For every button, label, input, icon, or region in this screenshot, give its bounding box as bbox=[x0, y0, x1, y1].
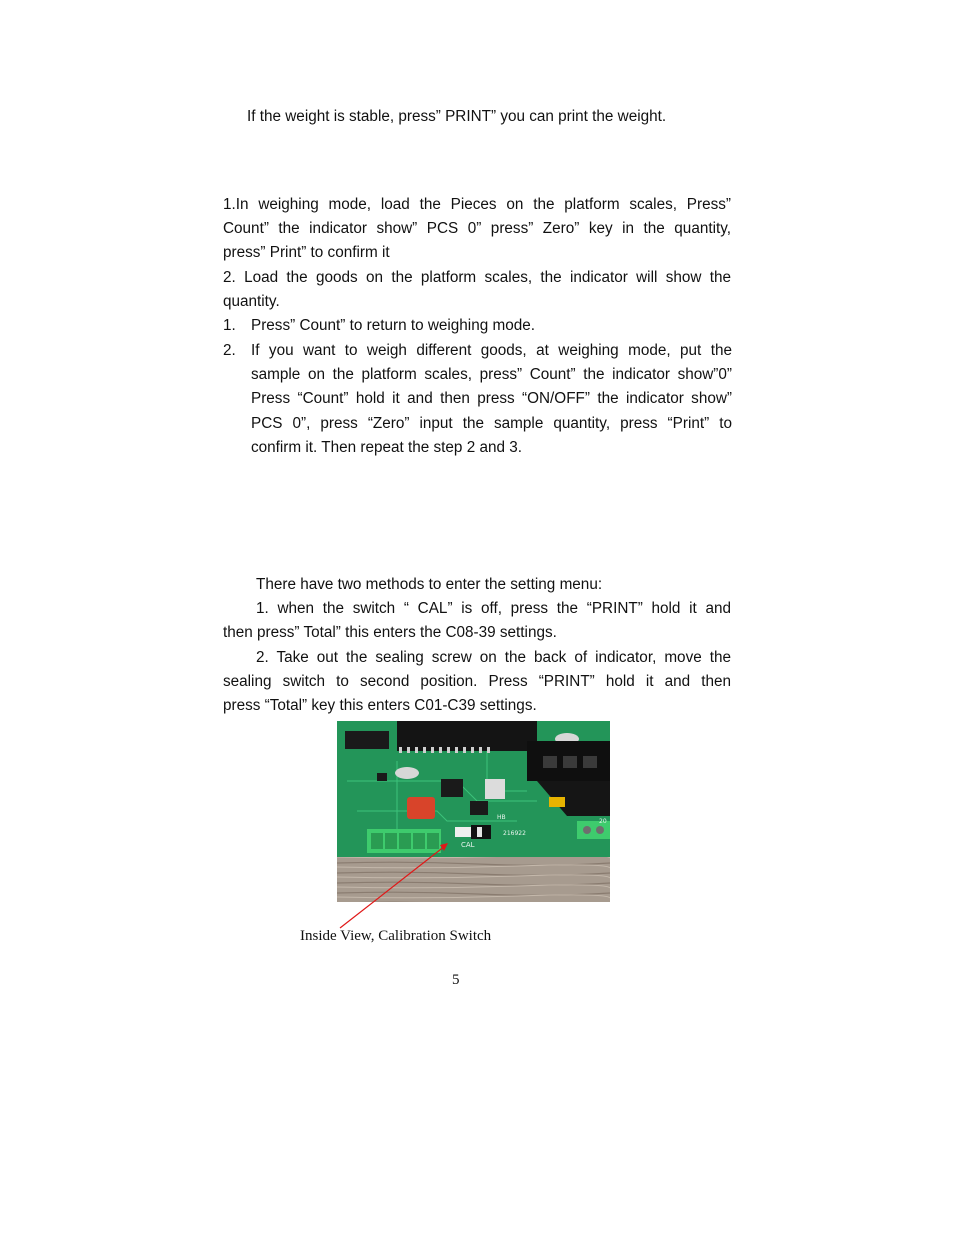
cal-label: CAL bbox=[461, 841, 475, 849]
setting-m1-line-2: then press” Total” this enters the C08-39 settings. bbox=[223, 624, 557, 641]
list-item-2-line-5: confirm it. Then repeat the step 2 and 3. bbox=[251, 439, 522, 456]
count-p1-line-1: 1.In weighing mode, load the Pieces on the platform scales, Press” bbox=[223, 196, 731, 213]
intro-text: If the weight is stable, press” PRINT” you can print the weight. bbox=[247, 108, 667, 125]
photo-caption: Inside View, Calibration Switch bbox=[300, 928, 492, 944]
list-item-2-line-1: If you want to weigh different goods, at weighing mode, put the bbox=[251, 342, 732, 359]
setting-m1-line-1: 1. when the switch “ CAL” is off, press the “PRINT” hold it and bbox=[256, 600, 731, 617]
board-code-label: 216922 bbox=[503, 830, 526, 837]
count-p1-line-2: Count” the indicator show” PCS 0” press” Zero” key in the quantity, bbox=[223, 220, 731, 237]
list-item-2-line-4: PCS 0”, press “Zero” input the sample quantity, press “Print” to bbox=[251, 415, 732, 432]
list-item-1-text: Press” Count” to return to weighing mode. bbox=[251, 317, 535, 334]
hb-label: HB bbox=[497, 814, 506, 821]
list-item-2-line-2: sample on the platform scales, press” Count” the indicator show”0” bbox=[251, 366, 732, 383]
list-item-2-number: 2. bbox=[223, 342, 236, 359]
count-p2-line-1: 2. Load the goods on the platform scales, the indicator will show the bbox=[223, 269, 731, 286]
setting-m2-line-3: press “Total” key this enters C01-C39 settings. bbox=[223, 697, 537, 714]
setting-m2-line-1: 2. Take out the sealing screw on the back of indicator, move the bbox=[256, 649, 731, 666]
list-item-1-number: 1. bbox=[223, 317, 236, 334]
count-p1-line-3: press” Print” to confirm it bbox=[223, 244, 390, 261]
circuit-board-photo bbox=[337, 721, 610, 902]
list-item-2-line-3: Press “Count” hold it and then press “ON/OFF” the indicator show” bbox=[251, 390, 732, 407]
count-p2-line-2: quantity. bbox=[223, 293, 280, 310]
twenty-label: 20 bbox=[599, 818, 607, 825]
setting-intro: There have two methods to enter the setting menu: bbox=[256, 576, 603, 593]
setting-m2-line-2: sealing switch to second position. Press “PRINT” hold it and then bbox=[223, 673, 731, 690]
page-number: 5 bbox=[452, 972, 460, 988]
